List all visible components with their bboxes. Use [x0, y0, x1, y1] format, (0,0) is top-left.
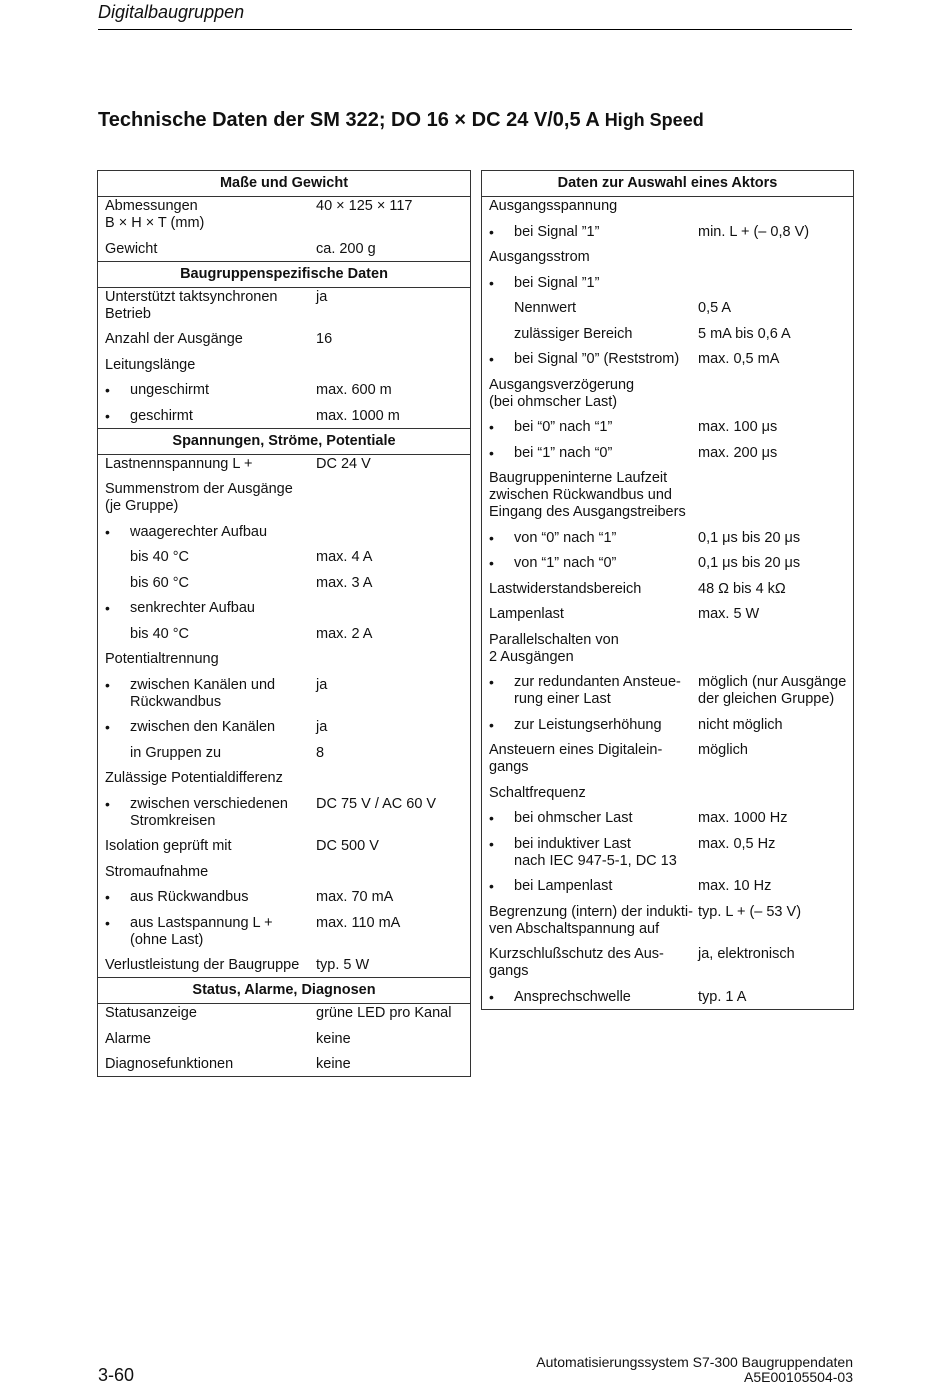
spec-label: Verlustleistung der Baugruppe: [105, 957, 300, 973]
section-body: [98, 288, 470, 428]
spec-value: keine: [316, 1056, 351, 1072]
spec-value: ja, elektronisch: [698, 946, 795, 962]
spec-label: senkrechter Aufbau: [130, 600, 255, 616]
spec-row: [98, 456, 470, 473]
spec-value: DC 75 V / AC 60 V: [316, 795, 437, 812]
spec-row: [482, 674, 853, 708]
spec-value: 40 × 125 × 117: [316, 198, 413, 214]
spec-label: Baugruppeninterne Laufzeit zwischen Rückwandbus und Eingang des Ausgangstreibers: [489, 470, 686, 520]
section-heading: Maße und Gewicht: [98, 171, 470, 197]
spec-label: geschirmt: [130, 407, 193, 424]
section-body: [98, 455, 470, 978]
spec-label: bei induktiver Last nach IEC 947-5-1, DC 13: [514, 835, 677, 869]
spec-label: zulässiger Bereich: [514, 325, 633, 342]
spec-label: Ansprechschwelle: [514, 988, 631, 1005]
spec-label: zur redundanten Ansteue- rung einer Last: [514, 674, 681, 707]
left-spec-table: [97, 170, 471, 1077]
spec-label: zwischen verschiedenen Stromkreisen: [130, 795, 288, 829]
right-spec-table: [481, 170, 854, 1010]
spec-value: keine: [316, 1030, 351, 1047]
spec-value: max. 1000 m: [316, 407, 400, 424]
spec-value: max. 70 mA: [316, 889, 394, 905]
bullet-icon: •: [105, 382, 110, 398]
spec-value: max. 0,5 mA: [698, 351, 780, 367]
spec-label: bei “1” nach “0”: [514, 444, 613, 461]
spec-row: [482, 904, 853, 938]
spec-row: [482, 742, 853, 776]
section-body: [98, 1004, 470, 1076]
bullet-icon: •: [105, 914, 110, 931]
spec-value: max. 100 μs: [698, 419, 778, 435]
spec-row: [98, 408, 470, 425]
spec-label: Ausgangsverzögerung (bei ohmscher Last): [489, 376, 635, 410]
spec-value: max. 3 A: [316, 574, 373, 591]
spec-label: aus Lastspannung L + (ohne Last): [130, 914, 273, 948]
spec-value: möglich: [698, 742, 748, 758]
spec-label: von “1” nach “0”: [514, 555, 617, 571]
spec-row: [482, 555, 853, 572]
bullet-icon: •: [105, 795, 110, 812]
spec-value: max. 200 μs: [698, 444, 778, 461]
section-body: [98, 197, 470, 261]
spec-row: [98, 1056, 470, 1073]
bullet-icon: •: [489, 674, 494, 690]
spec-row: [98, 600, 470, 617]
header-rule: [98, 29, 852, 30]
spec-value: ja: [316, 719, 328, 735]
spec-value: 16: [316, 331, 333, 347]
spec-value: max. 1000 Hz: [698, 810, 788, 826]
spec-row: [482, 275, 853, 292]
spec-row: [482, 326, 853, 343]
bullet-icon: •: [489, 878, 494, 894]
spec-row: [98, 745, 470, 762]
spec-label: zur Leistungserhöhung: [514, 716, 662, 733]
spec-value: max. 110 mA: [316, 914, 401, 931]
spec-row: [98, 575, 470, 592]
running-head: Digitalbaugruppen: [98, 2, 245, 22]
spec-label: Gewicht: [105, 240, 158, 257]
spec-value: 8: [316, 744, 325, 761]
spec-row: [98, 331, 470, 348]
spec-label: Lastwiderstandsbereich: [489, 580, 642, 597]
bullet-icon: •: [489, 223, 494, 240]
spec-row: [98, 481, 470, 515]
bullet-icon: •: [489, 988, 494, 1005]
spec-row: [98, 719, 470, 736]
spec-label: Ansteuern eines Digitalein- gangs: [489, 742, 663, 775]
bullet-icon: •: [489, 529, 494, 546]
spec-row: [98, 677, 470, 711]
footer-book-title: Automatisierungssystem S7-300 Baugruppendaten: [536, 1354, 853, 1370]
spec-row: [98, 524, 470, 541]
spec-label: bei Signal ”0” (Reststrom): [514, 351, 680, 367]
spec-label: Begrenzung (intern) der indukti- ven Abschaltspannung auf: [489, 903, 693, 937]
spec-label: Summenstrom der Ausgänge (je Gruppe): [105, 481, 293, 514]
spec-value: max. 10 Hz: [698, 878, 772, 894]
spec-label: ungeschirmt: [130, 382, 209, 398]
spec-label: Parallelschalten von 2 Ausgängen: [489, 631, 619, 665]
spec-row: [98, 770, 470, 787]
spec-row: [482, 249, 853, 266]
spec-row: [482, 989, 853, 1006]
spec-row: [482, 581, 853, 598]
spec-value: max. 5 W: [698, 606, 760, 622]
spec-row: [482, 198, 853, 215]
section-heading: Status, Alarme, Diagnosen: [98, 977, 470, 1004]
bullet-icon: •: [489, 444, 494, 461]
spec-value: typ. 1 A: [698, 988, 747, 1005]
spec-value: 0,1 μs bis 20 μs: [698, 529, 801, 546]
spec-label: bei Signal ”1”: [514, 274, 600, 291]
spec-label: Stromaufnahme: [105, 863, 209, 880]
spec-label: Schaltfrequenz: [489, 784, 586, 801]
spec-value: möglich (nur Ausgänge der gleichen Gruppe): [698, 674, 847, 707]
spec-value: 0,1 μs bis 20 μs: [698, 555, 801, 571]
spec-row: [482, 419, 853, 436]
spec-row: [482, 445, 853, 462]
bullet-icon: •: [105, 523, 110, 540]
spec-row: [98, 864, 470, 881]
spec-row: [482, 224, 853, 241]
bullet-icon: •: [105, 407, 110, 424]
spec-label: Lastnennspannung L +: [105, 455, 253, 472]
bullet-icon: •: [489, 274, 494, 291]
spec-value: ja: [316, 676, 328, 693]
spec-row: [482, 470, 853, 521]
spec-row: [98, 382, 470, 399]
spec-row: [98, 651, 470, 668]
spec-label: Abmessungen B × H × T (mm): [105, 198, 205, 231]
page-title-suffix: High Speed: [604, 110, 704, 130]
spec-row: [482, 717, 853, 734]
spec-value: typ. 5 W: [316, 957, 370, 973]
spec-label: Kurzschlußschutz des Aus- gangs: [489, 946, 664, 979]
section-heading: Spannungen, Ströme, Potentiale: [98, 428, 470, 455]
spec-value: max. 0,5 Hz: [698, 835, 776, 852]
spec-label: Statusanzeige: [105, 1005, 197, 1021]
spec-value: 48 Ω bis 4 kΩ: [698, 580, 786, 597]
spec-value: grüne LED pro Kanal: [316, 1005, 452, 1021]
spec-row: [482, 300, 853, 317]
spec-label: bei “0” nach “1”: [514, 419, 613, 435]
spec-value: ca. 200 g: [316, 240, 376, 257]
bullet-icon: •: [489, 835, 494, 852]
bullet-icon: •: [489, 716, 494, 733]
spec-row: [482, 810, 853, 827]
spec-row: [98, 357, 470, 374]
bullet-icon: •: [105, 889, 110, 905]
spec-row: [98, 838, 470, 855]
spec-value: 5 mA bis 0,6 A: [698, 325, 791, 342]
spec-label: bei ohmscher Last: [514, 810, 633, 826]
spec-row: [98, 957, 470, 974]
spec-label: bei Signal ”1”: [514, 223, 600, 240]
spec-row: [98, 1005, 470, 1022]
spec-label: Anzahl der Ausgänge: [105, 331, 243, 347]
page-title-main: Technische Daten der SM 322; DO 16 × DC 24 V/0,5 A: [98, 109, 600, 131]
spec-label: waagerechter Aufbau: [130, 523, 268, 540]
spec-label: bis 60 °C: [130, 574, 189, 591]
spec-label: Lampenlast: [489, 606, 564, 622]
spec-value: max. 600 m: [316, 382, 392, 398]
bullet-icon: •: [105, 719, 110, 735]
spec-row: [482, 606, 853, 623]
bullet-icon: •: [489, 555, 494, 571]
spec-row: [98, 289, 470, 323]
spec-label: bis 40 °C: [130, 549, 189, 565]
spec-value: DC 24 V: [316, 455, 371, 472]
spec-value: max. 4 A: [316, 549, 373, 565]
spec-row: [98, 1031, 470, 1048]
spec-value: min. L + (– 0,8 V): [698, 223, 810, 240]
spec-row: [482, 878, 853, 895]
spec-row: [482, 351, 853, 368]
section-heading: Daten zur Auswahl eines Aktors: [482, 171, 853, 197]
spec-label: Ausgangsstrom: [489, 249, 590, 265]
footer-doc-number: A5E00105504-03: [744, 1369, 853, 1385]
spec-label: Alarme: [105, 1030, 151, 1047]
spec-row: [482, 377, 853, 411]
page-title: [98, 109, 704, 132]
spec-value: max. 2 A: [316, 625, 373, 642]
spec-label: zwischen Kanälen und Rückwandbus: [130, 676, 276, 710]
spec-label: Isolation geprüft mit: [105, 838, 232, 854]
spec-label: in Gruppen zu: [130, 744, 222, 761]
spec-row: [98, 198, 470, 232]
spec-value: DC 500 V: [316, 838, 379, 854]
spec-row: [482, 785, 853, 802]
spec-row: [482, 530, 853, 547]
spec-row: [482, 836, 853, 870]
spec-label: bei Lampenlast: [514, 878, 613, 894]
spec-row: [482, 946, 853, 980]
spec-row: [98, 241, 470, 258]
bullet-icon: •: [105, 676, 110, 693]
spec-label: Leitungslänge: [105, 356, 196, 373]
spec-row: [482, 632, 853, 666]
spec-row: [98, 889, 470, 906]
spec-label: Diagnosefunktionen: [105, 1056, 234, 1072]
spec-value: 0,5 A: [698, 300, 732, 316]
spec-label: Unterstützt taktsynchronen Betrieb: [105, 288, 278, 322]
bullet-icon: •: [489, 810, 494, 826]
section-heading: Baugruppenspezifische Daten: [98, 261, 470, 288]
page-number: 3-60: [98, 1365, 135, 1385]
spec-row: [98, 915, 470, 949]
spec-label: bis 40 °C: [130, 625, 189, 642]
spec-label: Potentialtrennung: [105, 651, 219, 667]
spec-label: Nennwert: [514, 300, 577, 316]
section-body: [482, 197, 853, 1009]
bullet-icon: •: [105, 600, 110, 616]
spec-label: aus Rückwandbus: [130, 889, 249, 905]
spec-label: zwischen den Kanälen: [130, 719, 276, 735]
spec-label: von “0” nach “1”: [514, 529, 617, 546]
spec-label: Zulässige Potentialdifferenz: [105, 770, 283, 786]
bullet-icon: •: [489, 419, 494, 435]
spec-value: typ. L + (– 53 V): [698, 903, 802, 920]
spec-row: [98, 796, 470, 830]
spec-value: nicht möglich: [698, 716, 783, 733]
spec-row: [98, 626, 470, 643]
bullet-icon: •: [489, 351, 494, 367]
spec-label: Ausgangsspannung: [489, 198, 618, 214]
spec-row: [98, 549, 470, 566]
spec-value: ja: [316, 288, 328, 305]
